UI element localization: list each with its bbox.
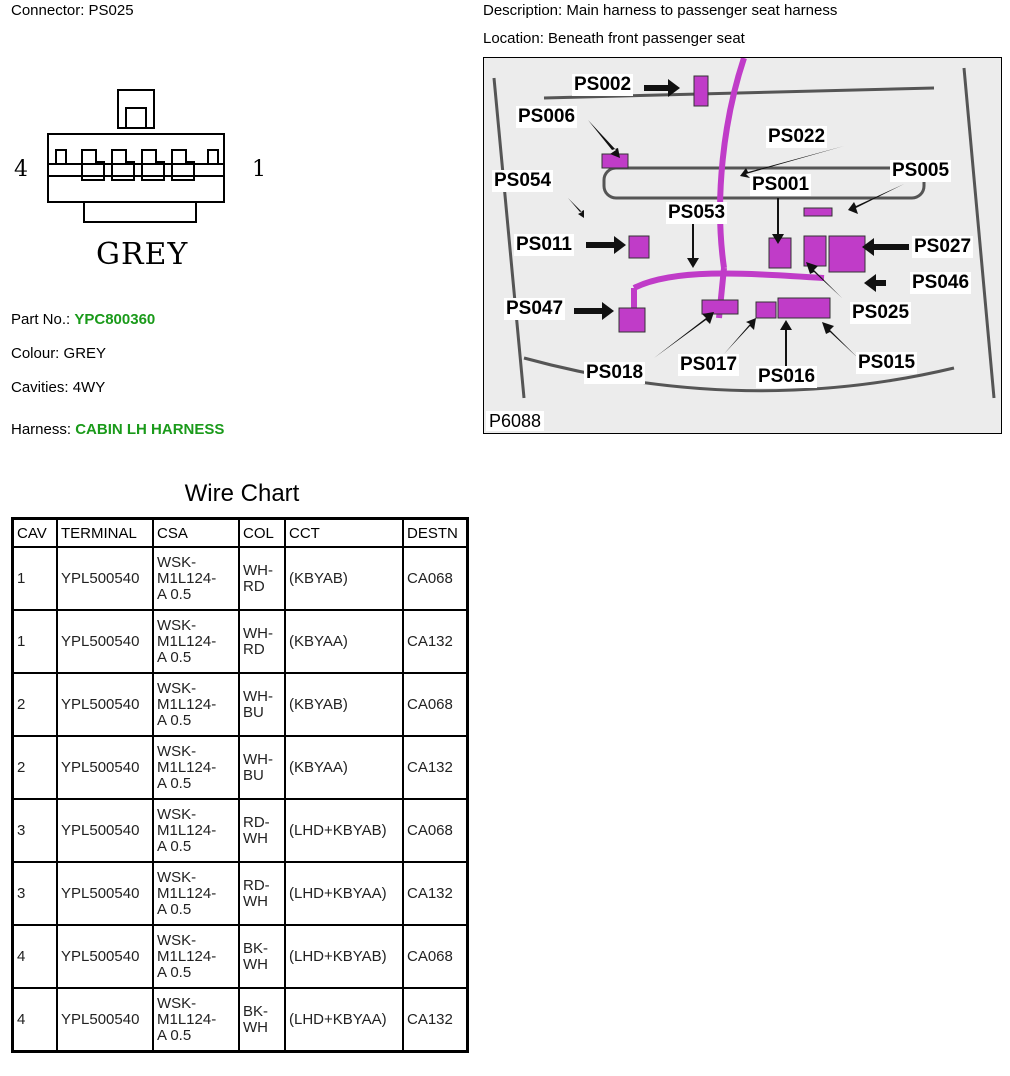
cavity-cell-text: 4 — [17, 947, 26, 965]
connector-colour-caption: GREY — [96, 237, 189, 272]
column-header: COL — [239, 519, 285, 548]
colour-label: Colour: — [11, 345, 60, 362]
colour-code-cell — [239, 547, 285, 610]
table-row — [13, 988, 468, 1052]
callout-label: PS016 — [758, 366, 816, 387]
circuit-cell-text: (KBYAB) — [289, 569, 348, 587]
wire-chart-title: Wire Chart — [184, 480, 300, 507]
destination-cell — [403, 799, 468, 862]
circuit-cell — [285, 988, 403, 1052]
colour-code-cell — [239, 862, 285, 925]
callout-label: PS022 — [768, 126, 826, 147]
terminal-cell — [57, 799, 153, 862]
colour-code-cell — [239, 799, 285, 862]
description-line: Description: Main harness to passenger seat harness — [483, 2, 838, 19]
terminal-cell-text: YPL500540 — [61, 821, 140, 839]
terminal-cell-text: YPL500540 — [61, 695, 140, 713]
circuit-cell — [285, 547, 403, 610]
destination-cell — [403, 988, 468, 1052]
callout-label: PS006 — [518, 106, 576, 127]
colour-code-cell-text: WH- BU — [243, 750, 273, 784]
harness-label: Harness: — [11, 421, 72, 438]
wire-chart-body — [13, 547, 468, 1052]
wire-chart-table — [11, 517, 469, 1053]
destination-cell — [403, 862, 468, 925]
destination-cell — [403, 925, 468, 988]
table-row — [13, 736, 468, 799]
cavity-cell-text: 1 — [17, 569, 26, 587]
table-row — [13, 799, 468, 862]
table-header-row — [13, 519, 468, 548]
csa-cell — [153, 988, 239, 1052]
circuit-cell — [285, 610, 403, 673]
harness-link[interactable]: CABIN LH HARNESS — [75, 421, 225, 438]
cavity-cell — [13, 610, 58, 673]
cavity-cell-text: 3 — [17, 884, 26, 902]
csa-cell-text: WSK- M1L124- A 0.5 — [157, 868, 217, 918]
callout-label: PS053 — [668, 202, 726, 223]
csa-cell — [153, 862, 239, 925]
cavity-cell — [13, 862, 58, 925]
csa-cell — [153, 547, 239, 610]
terminal-cell — [57, 736, 153, 799]
cavity-cell — [13, 736, 58, 799]
destination-cell-text: CA068 — [407, 569, 453, 587]
csa-cell — [153, 610, 239, 673]
colour-code-cell-text: RD- WH — [243, 876, 270, 910]
cavity-cell — [13, 799, 58, 862]
destination-cell — [403, 736, 468, 799]
colour-code-cell — [239, 988, 285, 1052]
column-header: TERMINAL — [57, 519, 153, 548]
cavity-cell-text: 2 — [17, 758, 26, 776]
connector-location-figure — [483, 57, 1002, 434]
harness-row — [11, 421, 224, 438]
colour-code-cell — [239, 673, 285, 736]
terminal-cell — [57, 610, 153, 673]
circuit-cell — [285, 673, 403, 736]
callout-label: PS017 — [680, 354, 738, 375]
colour-code-cell — [239, 736, 285, 799]
destination-cell-text: CA132 — [407, 632, 453, 650]
csa-cell — [153, 799, 239, 862]
column-header: DESTN — [403, 519, 468, 548]
colour-code-cell — [239, 610, 285, 673]
callout-label: PS027 — [914, 236, 972, 257]
cavity-cell — [13, 547, 58, 610]
terminal-cell-text: YPL500540 — [61, 1010, 140, 1028]
colour-value: GREY — [63, 345, 107, 362]
location-line: Location: Beneath front passenger seat — [483, 30, 745, 47]
circuit-cell-text: (KBYAB) — [289, 695, 348, 713]
csa-cell-text: WSK- M1L124- A 0.5 — [157, 805, 217, 855]
terminal-cell-text: YPL500540 — [61, 569, 140, 587]
terminal-cell-text: YPL500540 — [61, 884, 140, 902]
destination-cell — [403, 610, 468, 673]
csa-cell-text: WSK- M1L124- A 0.5 — [157, 931, 217, 981]
part-number-row — [11, 311, 155, 328]
callout-label: PS005 — [892, 160, 950, 181]
cavity-cell-text: 3 — [17, 821, 26, 839]
cavity-cell-text: 1 — [17, 632, 26, 650]
cavities-row — [11, 379, 105, 396]
colour-code-cell-text: WH- RD — [243, 624, 273, 658]
terminal-cell — [57, 862, 153, 925]
colour-code-cell-text: WH- RD — [243, 561, 273, 595]
circuit-cell — [285, 925, 403, 988]
circuit-cell-text: (KBYAA) — [289, 632, 348, 650]
csa-cell — [153, 736, 239, 799]
terminal-cell — [57, 547, 153, 610]
colour-row — [11, 345, 106, 362]
table-row — [13, 610, 468, 673]
part-number-link[interactable]: YPC800360 — [74, 311, 156, 328]
csa-cell-text: WSK- M1L124- A 0.5 — [157, 679, 217, 729]
connector-title: Connector: PS025 — [11, 2, 134, 19]
circuit-cell — [285, 736, 403, 799]
circuit-cell — [285, 799, 403, 862]
callout-label: PS002 — [574, 74, 632, 95]
terminal-cell-text: YPL500540 — [61, 758, 140, 776]
destination-cell-text: CA068 — [407, 821, 453, 839]
cavity-cell-text: 2 — [17, 695, 26, 713]
colour-code-cell-text: BK- WH — [243, 939, 269, 973]
callout-label: PS025 — [852, 302, 910, 323]
figure-code: P6088 — [486, 411, 544, 431]
terminal-cell-text: YPL500540 — [61, 947, 140, 965]
cavity-cell — [13, 988, 58, 1052]
destination-cell — [403, 547, 468, 610]
terminal-cell — [57, 988, 153, 1052]
terminal-cell-text: YPL500540 — [61, 632, 140, 650]
callout-label: PS047 — [506, 298, 564, 319]
table-row — [13, 547, 468, 610]
column-header: CSA — [153, 519, 239, 548]
csa-cell — [153, 673, 239, 736]
pin-number-left: 4 — [14, 157, 28, 182]
callout-label: PS018 — [586, 362, 644, 383]
terminal-cell — [57, 925, 153, 988]
callout-label: PS001 — [752, 174, 810, 195]
callout-label: PS011 — [516, 234, 572, 255]
cavity-cell — [13, 925, 58, 988]
connector-face-diagram — [8, 80, 288, 280]
table-row — [13, 925, 468, 988]
circuit-cell — [285, 862, 403, 925]
column-header: CCT — [285, 519, 403, 548]
destination-cell-text: CA132 — [407, 758, 453, 776]
callout-label: PS046 — [912, 272, 970, 293]
destination-cell — [403, 673, 468, 736]
cavity-cell — [13, 673, 58, 736]
destination-cell-text: CA068 — [407, 947, 453, 965]
circuit-cell-text: (LHD+KBYAB) — [289, 821, 387, 839]
circuit-cell-text: (LHD+KBYAB) — [289, 947, 387, 965]
circuit-cell-text: (LHD+KBYAA) — [289, 884, 387, 902]
part-number-label: Part No.: — [11, 311, 71, 328]
destination-cell-text: CA132 — [407, 884, 453, 902]
colour-code-cell-text: BK- WH — [243, 1002, 269, 1036]
colour-code-cell-text: WH- BU — [243, 687, 273, 721]
pin-number-right: 1 — [252, 157, 266, 182]
csa-cell-text: WSK- M1L124- A 0.5 — [157, 616, 217, 666]
csa-cell — [153, 925, 239, 988]
cavity-cell-text: 4 — [17, 1010, 26, 1028]
terminal-cell — [57, 673, 153, 736]
csa-cell-text: WSK- M1L124- A 0.5 — [157, 994, 217, 1044]
csa-cell-text: WSK- M1L124- A 0.5 — [157, 553, 217, 603]
colour-code-cell-text: RD- WH — [243, 813, 270, 847]
column-header: CAV — [13, 519, 58, 548]
circuit-cell-text: (KBYAA) — [289, 758, 348, 776]
cavities-label: Cavities: — [11, 379, 69, 396]
destination-cell-text: CA068 — [407, 695, 453, 713]
circuit-cell-text: (LHD+KBYAA) — [289, 1010, 387, 1028]
callout-label: PS015 — [858, 352, 916, 373]
destination-cell-text: CA132 — [407, 1010, 453, 1028]
cavities-value: 4WY — [72, 379, 106, 396]
table-row — [13, 862, 468, 925]
callout-label: PS054 — [494, 170, 552, 191]
table-row — [13, 673, 468, 736]
csa-cell-text: WSK- M1L124- A 0.5 — [157, 742, 217, 792]
colour-code-cell — [239, 925, 285, 988]
